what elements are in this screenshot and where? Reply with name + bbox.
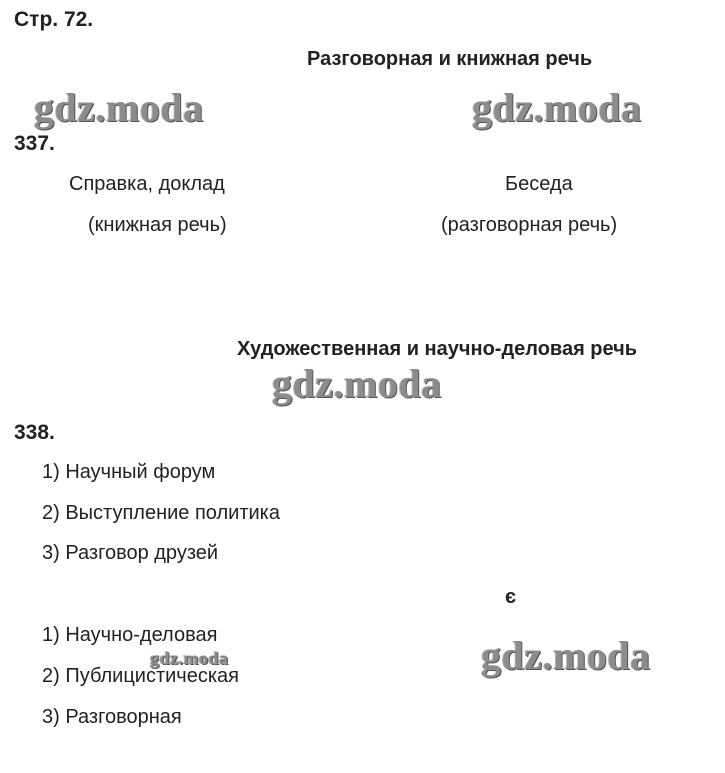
left-text: Справка, доклад xyxy=(69,173,225,195)
list-b-item-3: 3) Разговорная xyxy=(42,706,182,728)
watermark-4: gdz.moda xyxy=(481,633,651,678)
list-a-item-1: 1) Научный форум xyxy=(42,461,216,483)
section2-title: Художественная и научно-деловая речь xyxy=(237,338,638,360)
right-note: (разговорная речь) xyxy=(441,214,618,236)
section1-title: Разговорная и книжная речь xyxy=(307,48,593,70)
list-a-item-3: 3) Разговор друзей xyxy=(42,542,219,564)
page-number: Стр. 72. xyxy=(14,8,94,31)
watermark-small: gdz.moda xyxy=(150,648,229,668)
watermark-2: gdz.moda xyxy=(472,85,642,130)
watermark-1: gdz.moda xyxy=(34,85,204,130)
stray-character: є xyxy=(505,586,517,608)
exercise-337-number: 337. xyxy=(14,132,55,155)
list-b-item-1: 1) Научно-деловая xyxy=(42,624,218,646)
list-b-item-2: 2) Публицистическая xyxy=(42,665,239,687)
left-note: (книжная речь) xyxy=(88,214,227,236)
right-text: Беседа xyxy=(505,173,573,195)
exercise-338-number: 338. xyxy=(14,421,55,444)
list-a-item-2: 2) Выступление политика xyxy=(42,502,280,524)
watermark-3: gdz.moda xyxy=(272,361,442,406)
